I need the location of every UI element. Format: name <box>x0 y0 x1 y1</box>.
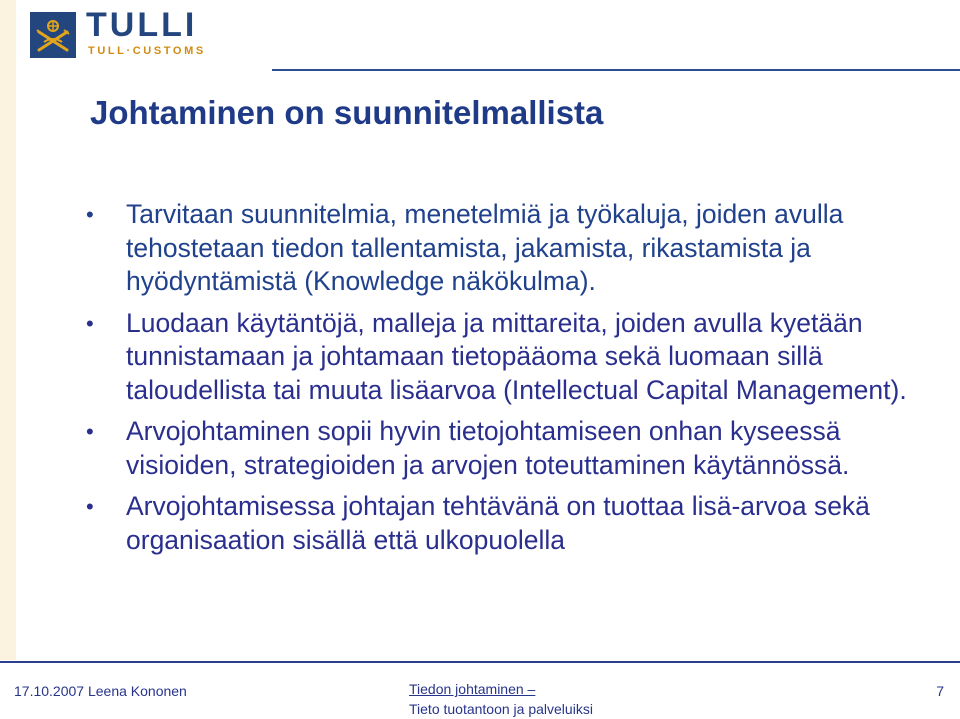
footer-presentation-title <box>409 679 593 719</box>
footer-title-line1: Tiedon johtaminen – <box>409 681 536 697</box>
bullet-item <box>86 198 946 299</box>
bullet-item <box>86 307 946 408</box>
slide-footer <box>0 670 960 719</box>
bullet-icon: • <box>86 494 94 519</box>
bullet-icon: • <box>86 202 94 227</box>
logo-wordmark: TULLI <box>86 6 198 44</box>
customs-emblem-icon <box>30 12 76 58</box>
bullet-text: Arvojohtamisessa johtajan tehtävänä on tuottaa lisä-arvoa sekä organisaation sisällä että ulkopuolella <box>126 491 870 555</box>
header-divider <box>272 69 960 71</box>
footer-date-author: 17.10.2007 Leena Kononen <box>14 683 187 699</box>
bullet-text: Tarvitaan suunnitelmia, menetelmiä ja työkaluja, joiden avulla tehostetaan tiedon tallentamista, jakamista, rikastamista ja hyödyntämistä (Knowledge näkökulma). <box>126 199 844 296</box>
bullet-item <box>86 415 946 482</box>
bullet-item <box>86 490 946 557</box>
tulli-logo <box>30 6 270 62</box>
left-accent-stripe <box>0 0 16 660</box>
logo-subtitle: TULL·CUSTOMS <box>88 45 206 57</box>
footer-divider <box>0 661 960 663</box>
footer-title-line2: Tieto tuotantoon ja palveluiksi <box>409 701 593 717</box>
bullet-icon: • <box>86 310 94 336</box>
page-number: 7 <box>936 683 944 699</box>
slide-title: Johtaminen on suunnitelmallista <box>90 94 604 131</box>
bullet-text: Arvojohtaminen sopii hyvin tietojohtamiseen onhan kyseessä visioiden, strategioiden ja arvojen toteuttaminen käytännössä. <box>126 416 850 480</box>
bullet-list <box>86 198 946 565</box>
bullet-icon: • <box>86 419 94 444</box>
bullet-text: Luodaan käytäntöjä, malleja ja mittareita, joiden avulla kyetään tunnistamaan ja johtamaan tietopääoma sekä luomaan sillä taloudellista tai muuta lisäarvoa (Intellectual Capital Management). <box>126 307 907 405</box>
